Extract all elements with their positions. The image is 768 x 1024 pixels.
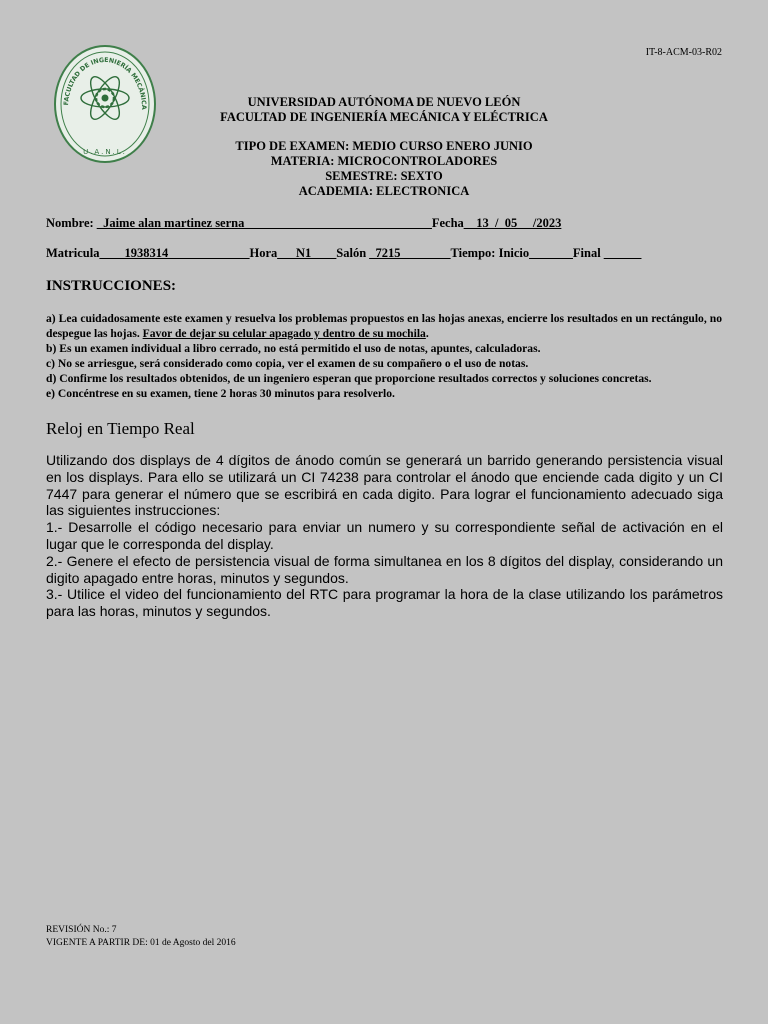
university-name: UNIVERSIDAD AUTÓNOMA DE NUEVO LEÓN (247, 95, 521, 109)
date-field[interactable]: __13_/_05__ /2023 (463, 216, 562, 230)
exam-type: TIPO DE EXAMEN: MEDIO CURSO ENERO JUNIO (235, 139, 533, 153)
date-label: Fecha (431, 216, 464, 230)
instruction-d: d) Confirme los resultados obtenidos, de un ingeniero esperan que proporcione resultados correctos y soluciones concretas. (46, 372, 652, 385)
logo-ring-text: FACULTAD DE INGENIERÍA MECÁNICA (63, 56, 148, 110)
matricula-field[interactable]: ____1938314_____________ (99, 246, 250, 260)
instruction-a-end: . (425, 327, 429, 340)
instruction-b: b) Es un examen individual a libro cerrado, no está permitido el uso de notas, apuntes, calculadoras. (46, 342, 541, 355)
instruction-a (46, 311, 722, 341)
salon-field[interactable]: _7215________ (369, 246, 451, 260)
document-footer (46, 924, 236, 950)
exam-academy: ACADEMIA: ELECTRONICA (298, 184, 470, 198)
matricula-row (46, 246, 641, 261)
final-field[interactable]: ______ (603, 246, 642, 260)
faculty-name: FACULTAD DE INGENIERÍA MECÁNICA Y ELÉCTRICA (220, 110, 548, 124)
valid-from: VIGENTE A PARTIR DE: 01 de Agosto del 2016 (46, 938, 236, 948)
instruction-a-text: a) Lea cuidadosamente este examen y resuelva los problemas propuestos en las hojas anexas, encierre los resultados en un rectángulo, no despegue las hojas. (46, 312, 722, 340)
exam-semester: SEMESTRE: SEXTO (325, 169, 443, 183)
exam-info (0, 139, 768, 199)
instruction-a-underlined: Favor de dejar su celular apagado y dentro de su mochila (142, 327, 426, 340)
tiempo-label: Tiempo: Inicio (450, 246, 530, 260)
document-code: IT-8-ACM-03-R02 (645, 47, 722, 58)
section-item-2: 2.- Genere el efecto de persistencia visual de forma simultanea en los 8 dígitos del display, considerando un digito apagado entre horas, minutos y segundos. (46, 552, 723, 586)
exam-subject: MATERIA: MICROCONTROLADORES (270, 154, 498, 168)
instruction-e: e) Concéntrese en su examen, tiene 2 horas 30 minutos para resolverlo. (46, 387, 395, 400)
section-body (46, 452, 723, 620)
hora-label: Hora (249, 246, 278, 260)
section-item-3: 3.- Utilice el video del funcionamiento del RTC para programar la hora de la clase utilizando los parámetros para las horas, minutos y segundos. (46, 586, 723, 620)
matricula-label: Matricula (46, 246, 100, 260)
final-label: Final (572, 246, 604, 260)
document-header (0, 95, 768, 125)
revision-number: REVISIÓN No.: 7 (46, 925, 117, 935)
name-field[interactable]: _Jaime alan martinez serna______________________________ (96, 216, 432, 230)
name-label: Nombre: (46, 216, 97, 230)
name-date-row (46, 216, 561, 231)
hora-field[interactable]: ___N1____ (277, 246, 337, 260)
instruction-c: c) No se arriesgue, será considerado como copia, ver el examen de su compañero o el uso de notas. (46, 357, 529, 370)
logo-bottom-text: U.A.N.L. (83, 148, 127, 156)
tiempo-field[interactable]: _______ (529, 246, 573, 260)
salon-label: Salón (336, 246, 370, 260)
instructions-title: INSTRUCCIONES: (46, 278, 177, 294)
section-item-1: 1.- Desarrolle el código necesario para enviar un numero y su correspondiente señal de activación en el lugar que le corresponda del display. (46, 519, 723, 552)
section-title: Reloj en Tiempo Real (46, 419, 195, 438)
section-intro: Utilizando dos displays de 4 dígitos de ánodo común se generará un barrido generando persistencia visual en los displays. Para ello se utilizará un CI 74238 para controlar el ánodo que enciende cada digito y un CI 7447 para generar el número que se escribirá en cada digito. Para lograr el funcionamiento adecuado siga las siguientes instrucciones: (46, 452, 723, 519)
instructions-list (46, 311, 722, 401)
